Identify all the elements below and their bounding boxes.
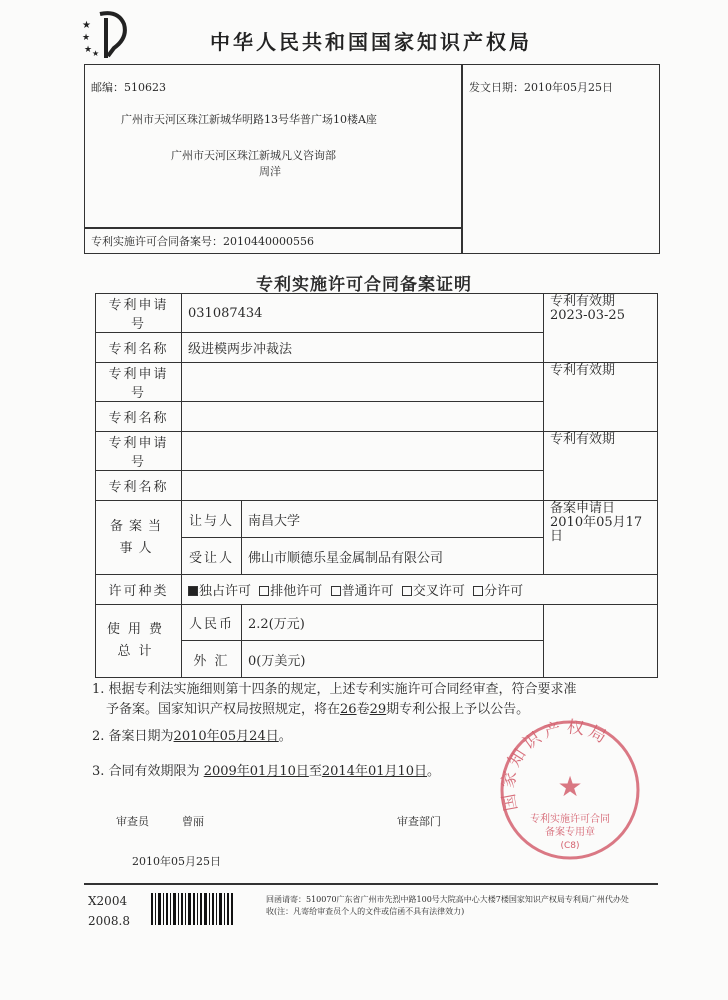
address-line-2: 广州市天河区珠江新城凡义咨询部 — [171, 149, 336, 162]
issue-date: 发文日期：2010年05月25日 — [469, 81, 613, 94]
label-app-no-1: 专利申请号 — [96, 294, 182, 333]
validity-cell-1: 专利有效期 2023-03-25 — [544, 294, 658, 363]
document-title: 专利实施许可合同备案证明 — [256, 275, 472, 295]
filing-app-date: 2010年05月17日 — [550, 515, 643, 544]
barcode-icon — [151, 893, 233, 925]
label-license-type: 许可种类 — [96, 575, 182, 605]
rmb-value: 2.2(万元) — [242, 605, 544, 641]
svg-text:国家知识产权局 — [498, 718, 613, 813]
label-rmb: 人民币 — [182, 605, 242, 641]
validity-date-1: 2023-03-25 — [550, 308, 625, 323]
label-licensor: 让与人 — [182, 501, 242, 538]
official-seal — [498, 718, 642, 862]
fee-blank-cell — [544, 605, 658, 678]
svg-text:★: ★ — [84, 45, 93, 55]
seal-code: (C8) — [560, 841, 580, 851]
address-box — [84, 64, 660, 254]
licensor-value: 南昌大学 — [242, 501, 544, 538]
cnipa-logo-icon — [78, 8, 136, 60]
checkbox-cross — [402, 586, 412, 596]
svg-text:★: ★ — [92, 49, 100, 58]
label-app-no-3: 专利申请号 — [96, 432, 182, 471]
app-no-1: 031087434 — [182, 294, 544, 333]
svg-text:★: ★ — [82, 20, 91, 31]
label-name-3: 专利名称 — [96, 471, 182, 501]
filing-app-date-cell: 备案申请日 2010年05月17日 — [544, 501, 658, 575]
label-parties: 备案当事人 — [96, 501, 182, 575]
label-fee-total: 使用费总计 — [96, 605, 182, 678]
app-no-3 — [182, 432, 544, 471]
filing-certificate-table — [95, 293, 658, 678]
patent-name-2 — [182, 402, 544, 432]
postcode: 邮编：510623 — [91, 81, 166, 94]
checkbox-exclusive — [188, 586, 198, 596]
seal-inner-line-2: 备案专用章 — [545, 827, 595, 838]
label-fx: 外 汇 — [182, 641, 242, 678]
signoff-date: 2010年05月25日 — [132, 855, 221, 868]
note-1: 1. 根据专利法实施细则第十四条的规定，上述专利实施许可合同经审查，符合要求准 予备案。国家知识产权局按照规定，将在26卷29期专利公报上予以公告。 — [92, 682, 577, 717]
agency-name: 中华人民共和国国家知识产权局 — [210, 30, 532, 54]
app-no-2 — [182, 363, 544, 402]
validity-cell-2: 专利有效期 — [544, 363, 658, 432]
validity-cell-3: 专利有效期 — [544, 432, 658, 501]
label-app-no-2: 专利申请号 — [96, 363, 182, 402]
footer-divider — [84, 883, 658, 885]
seal-inner-line-1: 专利实施许可合同 — [530, 814, 610, 825]
licensee-value: 佛山市顺德乐星金属制品有限公司 — [242, 538, 544, 575]
label-licensee: 受让人 — [182, 538, 242, 575]
patent-name-3 — [182, 471, 544, 501]
svg-text:★: ★ — [82, 33, 91, 43]
form-number: X2004 — [88, 894, 128, 908]
dept-label: 审查部门 — [397, 815, 441, 828]
seal-star-icon: ★ — [557, 770, 583, 803]
license-type-options: 独占许可 排他许可 普通许可 交叉许可 分许可 — [182, 575, 658, 605]
address-line-1: 广州市天河区珠江新城华明路13号华普广场10楼A座 — [121, 113, 377, 126]
label-name-2: 专利名称 — [96, 402, 182, 432]
fx-value: 0(万美元) — [242, 641, 544, 678]
filing-number: 专利实施许可合同备案号：2010440000556 — [91, 235, 314, 248]
checkbox-sub — [473, 586, 483, 596]
examiner-name: 曾丽 — [182, 815, 204, 828]
checkbox-sole — [259, 586, 269, 596]
patent-name-1: 级进模两步冲裁法 — [182, 333, 544, 363]
recipient-name: 周洋 — [259, 165, 281, 178]
reply-address: 回函请寄：510070广东省广州市先烈中路100号大院高中心大楼7楼国家知识产权局专利局广州代办处 收(注：凡寄给审查员个人的文件或信函不具有法律效力) — [266, 895, 629, 916]
label-name-1: 专利名称 — [96, 333, 182, 363]
seal-outer-text: 国家知识产权局 — [498, 718, 614, 813]
checkbox-general — [331, 586, 341, 596]
note-3: 3. 合同有效期限为 2009年01月10日至2014年01月10日。 — [92, 764, 441, 779]
form-version: 2008.8 — [88, 914, 130, 928]
note-2: 2. 备案日期为2010年05月24日。 — [92, 729, 292, 744]
examiner-label: 审查员 — [116, 815, 149, 828]
